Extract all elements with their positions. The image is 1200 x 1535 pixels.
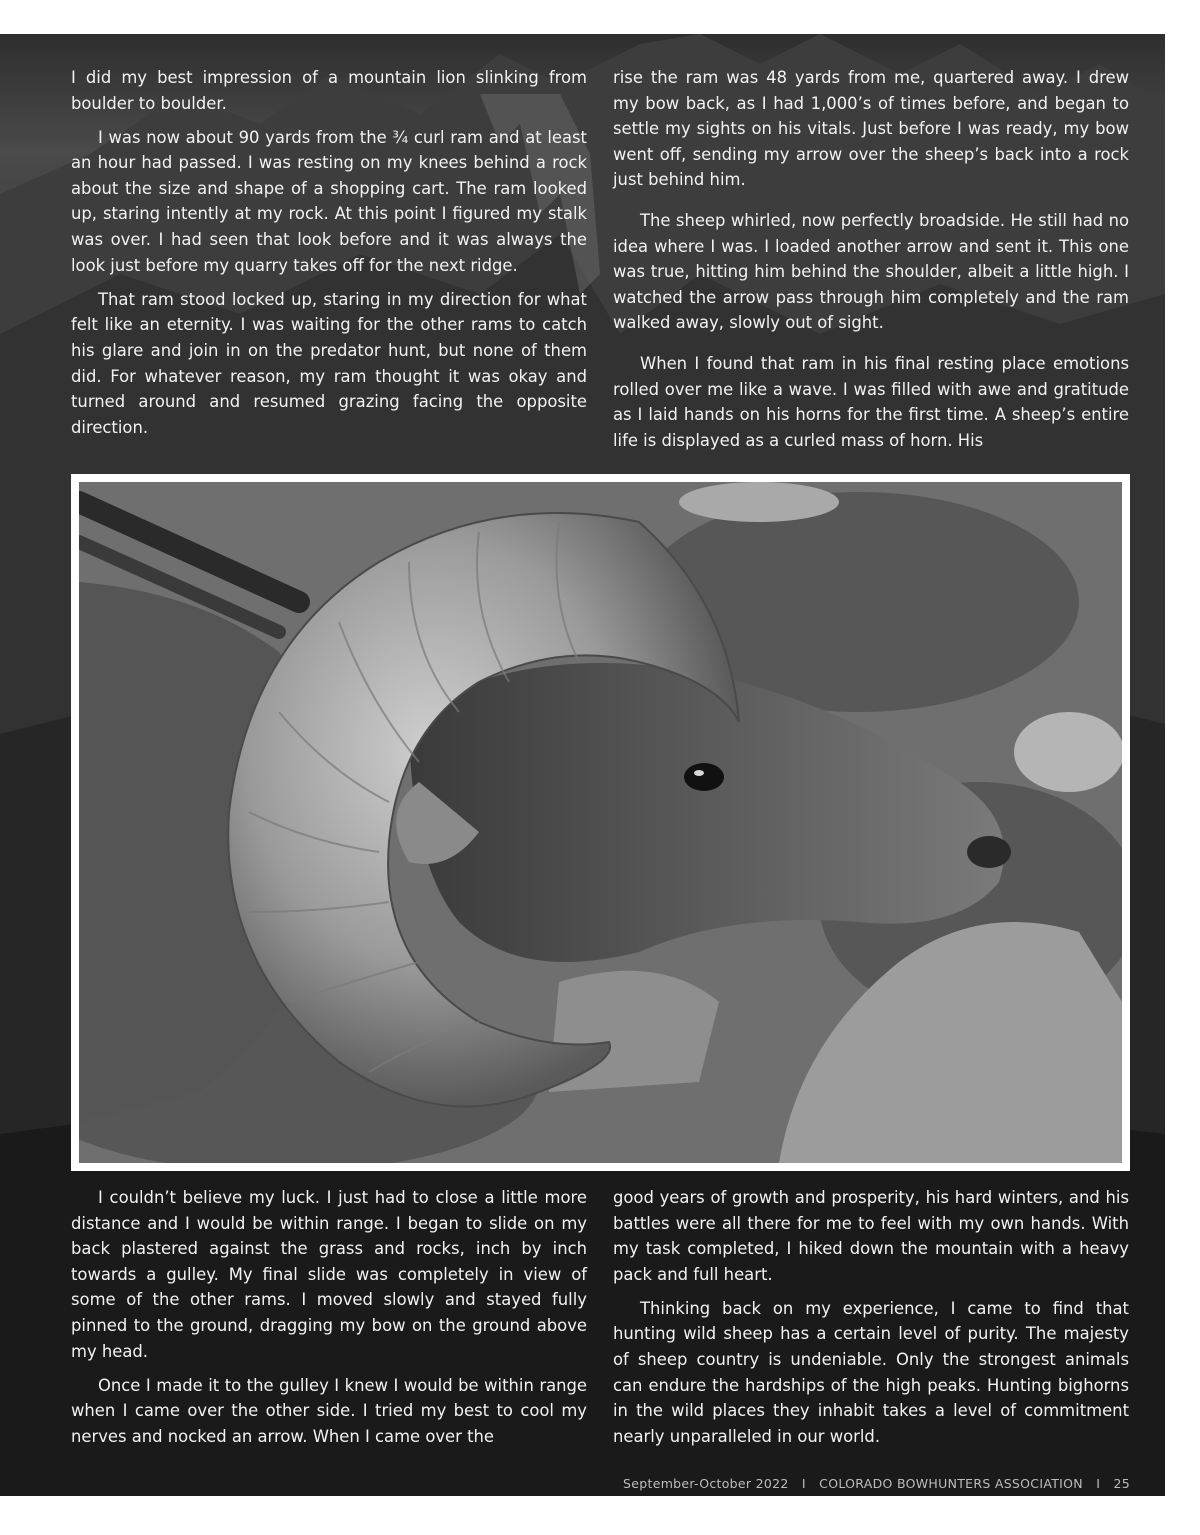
bighorn-ram-photo xyxy=(79,482,1122,1163)
paragraph: Thinking back on my experience, I came to find that hunting wild sheep has a certain level of purity. The majesty of sheep country is undeniable. Only the strongest animals can endure the hardships of the high peaks. Hunting bighorns in the wild places they inhabit takes a level of commitment nearly unparalleled in our world. xyxy=(613,1298,1129,1446)
text-column-bottom-left xyxy=(71,1185,587,1458)
paragraph: When I found that ram in his final resting place emotions rolled over me like a wave. I was filled with awe and gratitude as I laid hands on his horns for the first time. A sheep’s entire life is displayed as a curled mass of horn. His xyxy=(613,353,1129,450)
footer-issue-date: September-October 2022 xyxy=(623,1476,789,1491)
paragraph: good years of growth and prosperity, his hard winters, and his battles were all there for me to feel with my own hands. With my task completed, I hiked down the mountain with a heavy pack and full heart. xyxy=(613,1188,1129,1284)
paragraph: Once I made it to the gulley I knew I would be within range when I came over the other side. I tried my best to cool my nerves and nocked an arrow. When I came over the xyxy=(71,1375,587,1446)
ram-illustration xyxy=(79,482,1122,1163)
paragraph: That ram stood locked up, staring in my direction for what felt like an eternity. I was waiting for the other rams to catch his glare and join in on the predator hunt, but none of them did. For whatever reason, my ram thought it was okay and turned around and resumed grazing facing the opposite direction. xyxy=(71,289,587,437)
text-column-top-right xyxy=(613,65,1129,462)
footer-publication: COLORADO BOWHUNTERS ASSOCIATION xyxy=(819,1476,1083,1491)
paragraph: I did my best impression of a mountain lion slinking from boulder to boulder. xyxy=(71,68,587,113)
text-column-bottom-right xyxy=(613,1185,1129,1458)
paragraph: I was now about 90 yards from the ¾ curl ram and at least an hour had passed. I was resting on my knees behind a rock about the size and shape of a shopping cart. The ram looked up, staring intently at my rock. At this point I figured my stalk was over. I had seen that look before and it was always the look just before my quarry takes off for the next ridge. xyxy=(71,127,587,275)
footer-separator: I xyxy=(801,1476,806,1491)
text-column-top-left xyxy=(71,65,587,449)
paragraph: I couldn’t believe my luck. I just had to close a little more distance and I would be within range. I began to slide on my back plastered against the grass and rocks, inch by inch towards a gulley. My final slide was completely in view of some of the other rams. I moved slowly and stayed fully pinned to the ground, dragging my bow on the ground above my head. xyxy=(71,1188,587,1361)
page-footer xyxy=(560,1476,1130,1491)
footer-separator: I xyxy=(1096,1476,1101,1491)
ram-photo-frame xyxy=(71,474,1130,1171)
paragraph: The sheep whirled, now perfectly broadside. He still had no idea where I was. I loaded another arrow and sent it. This one was true, hitting him behind the shoulder, albeit a little high. I watched the arrow pass through him completely and the ram walked away, slowly out of sight. xyxy=(613,210,1129,333)
footer-page-number: 25 xyxy=(1113,1476,1130,1491)
paragraph: rise the ram was 48 yards from me, quartered away. I drew my bow back, as I had 1,000’s of times before, and began to settle my sights on his vitals. Just before I was ready, my bow went off, sending my arrow over the sheep’s back into a rock just behind him. xyxy=(613,68,1129,190)
